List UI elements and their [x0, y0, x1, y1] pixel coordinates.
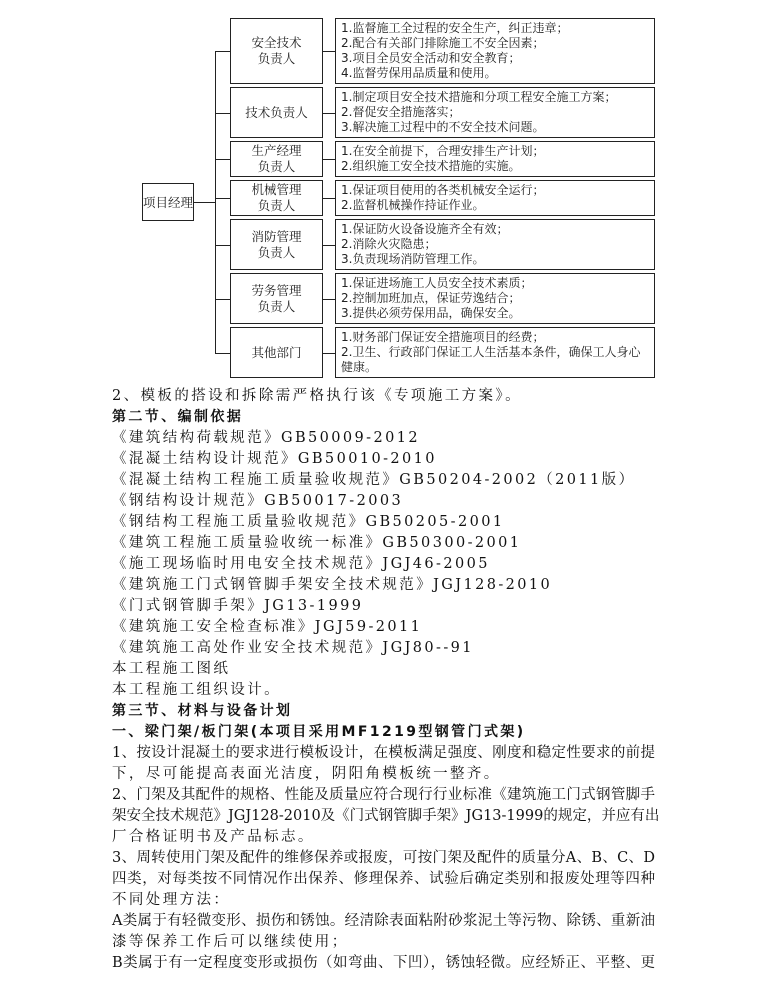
- role-row: [230, 327, 655, 378]
- duty-item: 1.在安全前提下，合理安排生产计划；: [341, 144, 545, 158]
- duties-box: [335, 219, 655, 270]
- body-line: 《混凝土结构设计规范》GB50010-2010: [112, 451, 437, 467]
- role-box: 机械管理 负责人: [230, 180, 323, 216]
- duty-item: 3.项目全员安全活动和安全教育；: [341, 51, 521, 65]
- role-row: [230, 87, 655, 138]
- body-line: 《钢结构工程施工质量验收规范》GB50205-2001: [112, 514, 505, 530]
- duties-box: [335, 273, 655, 324]
- document-body: [112, 386, 660, 974]
- duty-item: 1.监督施工全过程的安全生产，纠正违章；: [341, 21, 569, 35]
- branch-line: [323, 159, 335, 160]
- safety-org-chart: [142, 18, 655, 378]
- body-line: 下，尽可能提高表面光洁度，阴阳角模板统一整齐。: [112, 766, 501, 782]
- section-heading: 第二节、编制依据: [112, 409, 244, 425]
- body-line: 不同处理方法：: [112, 892, 231, 908]
- duty-item: 1.财务部门保证安全措施项目的经费；: [341, 330, 545, 344]
- body-line: 3、周转使用门架及配件的维修保养或报废，可按门架及配件的质量分A、B、C、D: [112, 850, 655, 866]
- body-line: 《建筑结构荷载规范》GB50009-2012: [112, 430, 420, 446]
- role-row: [230, 180, 655, 216]
- body-line: 《建筑施工安全检查标准》JGJ59-2011: [112, 619, 423, 635]
- duty-item: 1.保证进场施工人员安全技术素质；: [341, 276, 533, 290]
- branch-line: [215, 245, 230, 246]
- body-line: 四类，对每类按不同情况作出保养、修理保养、试验后确定类别和报废处理等四种: [112, 871, 655, 887]
- branch-line: [323, 51, 335, 52]
- body-line: 《混凝土结构工程施工质量验收规范》GB50204-2002（2011版）: [112, 472, 636, 488]
- duty-item: 3.解决施工过程中的不安全技术问题。: [341, 120, 545, 134]
- body-line: 厂合格证明书及产品标志。: [112, 829, 315, 845]
- duty-item: 2.卫生、行政部门保证工人生活基本条件，确保工人身心健康。: [341, 345, 641, 374]
- branch-line: [215, 353, 230, 354]
- duty-item: 1.保证项目使用的各类机械安全运行；: [341, 183, 545, 197]
- connector-line: [194, 202, 215, 203]
- branch-line: [215, 51, 230, 52]
- body-line: 漆等保养工作后可以继续使用；: [112, 934, 349, 950]
- duty-item: 2.控制加班加点，保证劳逸结合；: [341, 291, 521, 305]
- role-row: [230, 219, 655, 270]
- body-line: 1、按设计混凝土的要求进行模板设计，在模板满足强度、刚度和稳定性要求的前提: [112, 745, 655, 761]
- body-line: 2、门架及其配件的规格、性能及质量应符合现行行业标准《建筑施工门式钢管脚手: [112, 787, 655, 803]
- role-rows: [230, 18, 655, 378]
- role-row: [230, 141, 655, 177]
- duty-item: 4.监督劳保用品质量和使用。: [341, 66, 497, 80]
- role-row: [230, 273, 655, 324]
- section-heading: 一、梁门架/板门架(本项目采用MF1219型钢管门式架): [112, 724, 526, 740]
- role-row: [230, 18, 655, 84]
- branch-line: [323, 198, 335, 199]
- duty-item: 3.提供必须劳保用品，确保安全。: [341, 306, 521, 320]
- role-box: 消防管理 负责人: [230, 219, 323, 270]
- duty-item: 2.监督机械操作持证作业。: [341, 198, 485, 212]
- role-box: 技术负责人: [230, 87, 323, 138]
- duties-box: [335, 141, 655, 177]
- duty-item: 2.督促安全措施落实；: [341, 105, 461, 119]
- duty-item: 1.保证防火设备设施齐全有效；: [341, 222, 509, 236]
- root-box: 项目经理: [142, 183, 194, 221]
- branch-line: [323, 113, 335, 114]
- body-line: B类属于有一定程度变形或损伤（如弯曲、下凹），锈蚀轻微。应经矫正、平整、更: [112, 955, 655, 971]
- branch-line: [215, 113, 230, 114]
- role-box: 劳务管理 负责人: [230, 273, 323, 324]
- body-line: 《建筑施工高处作业安全技术规范》JGJ80--91: [112, 640, 474, 656]
- branch-line: [323, 245, 335, 246]
- duties-box: [335, 87, 655, 138]
- role-box: 生产经理 负责人: [230, 141, 323, 177]
- role-box: 安全技术 负责人: [230, 18, 323, 84]
- duties-box: [335, 327, 655, 378]
- body-line: 2、模板的搭设和拆除需严格执行该《专项施工方案》。: [112, 388, 522, 404]
- duty-item: 2.配合有关部门排除施工不安全因素；: [341, 36, 545, 50]
- section-heading: 第三节、材料与设备计划: [112, 703, 293, 719]
- branch-line: [215, 159, 230, 160]
- trunk-line: [215, 51, 216, 353]
- body-line: 《建筑工程施工质量验收统一标准》GB50300-2001: [112, 535, 522, 551]
- body-line: A类属于有轻微变形、损伤和锈蚀。经清除表面粘附砂浆泥土等污物、除锈、重新油: [112, 913, 655, 929]
- body-line: 本工程施工图纸: [112, 661, 231, 677]
- branch-line: [215, 198, 230, 199]
- body-line: 架安全技术规范》JGJ128-2010及《门式钢管脚手架》JG13-1999的规定，并应有出: [112, 808, 660, 824]
- duty-item: 3.负责现场消防管理工作。: [341, 252, 485, 266]
- body-line: 《门式钢管脚手架》JG13-1999: [112, 598, 364, 614]
- body-line: 《建筑施工门式钢管脚手架安全技术规范》JGJ128-2010: [112, 577, 553, 593]
- branch-line: [215, 299, 230, 300]
- duties-box: [335, 180, 655, 216]
- duties-box: [335, 18, 655, 84]
- duty-item: 2.消除火灾隐患；: [341, 237, 437, 251]
- duty-item: 1.制定项目安全技术措施和分项工程安全施工方案；: [341, 90, 617, 104]
- body-line: 《施工现场临时用电安全技术规范》JGJ46-2005: [112, 556, 490, 572]
- duty-item: 2.组织施工安全技术措施的实施。: [341, 159, 521, 173]
- body-line: 《钢结构设计规范》GB50017-2003: [112, 493, 404, 509]
- body-line: 本工程施工组织设计。: [112, 682, 281, 698]
- branch-line: [323, 353, 335, 354]
- branch-line: [323, 299, 335, 300]
- role-box: 其他部门: [230, 327, 323, 378]
